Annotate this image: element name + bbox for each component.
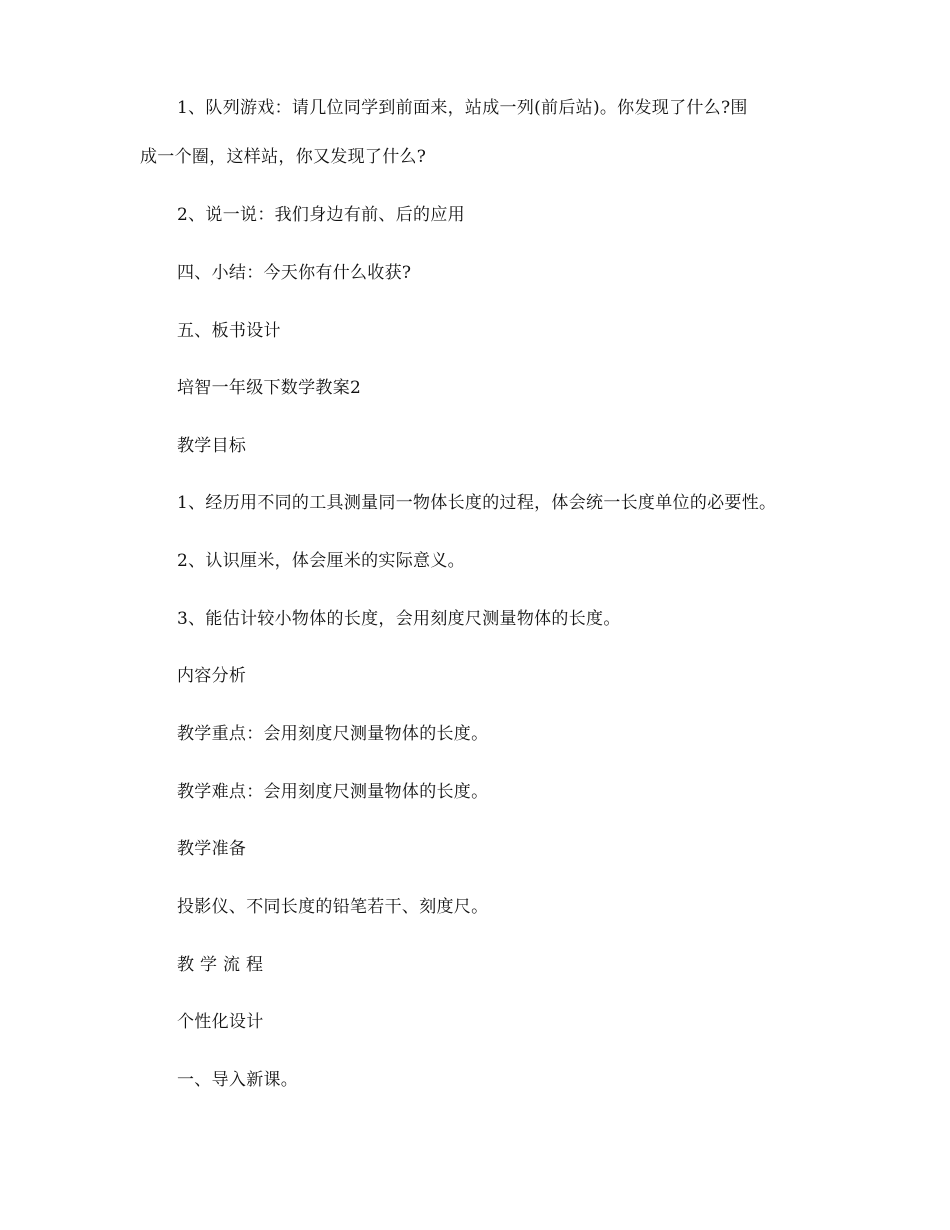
- paragraph-difficult-point: 教学难点：会用刻度尺测量物体的长度。: [177, 782, 489, 802]
- paragraph-summary: 四、小结：今天你有什么收获?: [177, 263, 412, 283]
- goal-item-2: 2、认识厘米，体会厘米的实际意义。: [177, 551, 465, 571]
- paragraph-materials: 投影仪、不同长度的铅笔若干、刻度尺。: [177, 897, 489, 917]
- goal-item-1: 1、经历用不同的工具测量同一物体长度的过程，体会统一长度单位的必要性。: [177, 493, 777, 513]
- heading-lesson-plan-2: 培智一年级下数学教案2: [177, 378, 362, 398]
- heading-teaching-goals: 教学目标: [177, 436, 247, 456]
- heading-teaching-preparation: 教学准备: [177, 839, 247, 859]
- paragraph-key-point: 教学重点：会用刻度尺测量物体的长度。: [177, 724, 489, 744]
- heading-personalized-design: 个性化设计: [177, 1012, 264, 1032]
- heading-content-analysis: 内容分析: [177, 666, 247, 686]
- heading-board-design: 五、板书设计: [177, 321, 281, 341]
- heading-introduce-new-lesson: 一、导入新课。: [177, 1070, 299, 1090]
- paragraph-queue-game: 1、队列游戏：请几位同学到前面来，站成一列(前后站)。你发现了什么?围: [177, 98, 748, 118]
- goal-item-3: 3、能估计较小物体的长度，会用刻度尺测量物体的长度。: [177, 609, 621, 629]
- paragraph-queue-game-continued: 成一个圈，这样站，你又发现了什么?: [140, 147, 427, 167]
- heading-teaching-process: 教 学 流 程: [177, 955, 264, 975]
- paragraph-say-it: 2、说一说：我们身边有前、后的应用: [177, 205, 465, 225]
